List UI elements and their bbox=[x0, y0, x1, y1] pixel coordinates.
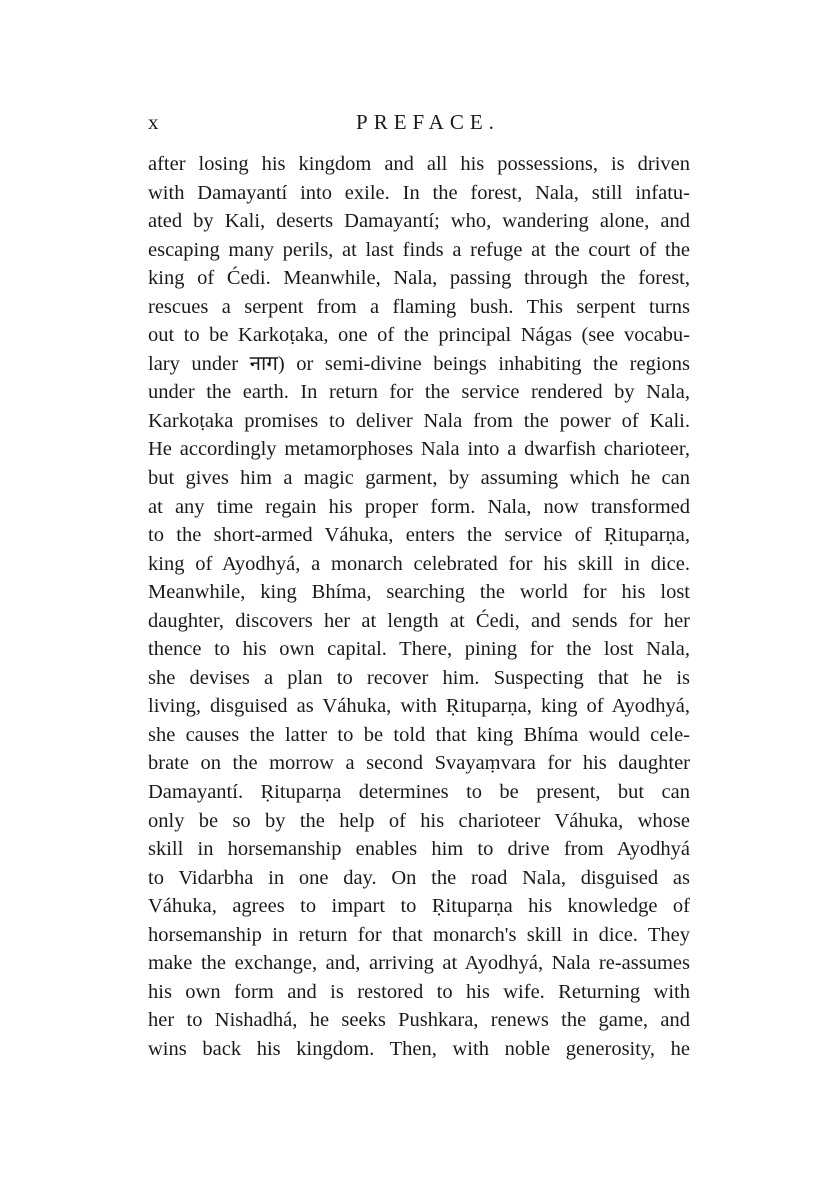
text-line: Meanwhile, king Bhíma, searching the world for his lost bbox=[148, 581, 690, 604]
text-line: Váhuka, agrees to impart to Ṛituparṇa his knowledge of bbox=[148, 895, 690, 918]
text-line: escaping many perils, at last finds a refuge at the court of the bbox=[148, 238, 690, 261]
text-line: out to be Karkoṭaka, one of the principal Nágas (see vocabu- bbox=[148, 324, 690, 347]
text-line: ated by Kali, deserts Damayantí; who, wandering alone, and bbox=[148, 210, 690, 233]
running-title: PREFACE. bbox=[356, 110, 500, 134]
text-line: skill in horsemanship enables him to drive from Ayodhyá bbox=[148, 838, 690, 861]
text-line: wins back his kingdom. Then, with noble generosity, he bbox=[148, 1037, 690, 1060]
text-line: his own form and is restored to his wife. Returning with bbox=[148, 980, 690, 1003]
page-number: x bbox=[148, 110, 159, 134]
text-line: after losing his kingdom and all his possessions, is driven bbox=[148, 153, 690, 175]
text-line: king of Ayodhyá, a monarch celebrated for his skill in dice. bbox=[148, 552, 690, 575]
text-line: living, disguised as Váhuka, with Ṛituparṇa, king of Ayodhyá, bbox=[148, 695, 690, 718]
text-line: make the exchange, and, arriving at Ayodhyá, Nala re-assumes bbox=[148, 952, 690, 975]
text-line: He accordingly metamorphoses Nala into a dwarfish charioteer, bbox=[148, 438, 690, 461]
text-line: but gives him a magic garment, by assuming which he can bbox=[148, 467, 690, 490]
text-line: her to Nishadhá, he seeks Pushkara, renews the game, and bbox=[148, 1009, 690, 1032]
text-line: with Damayantí into exile. In the forest, Nala, still infatu- bbox=[148, 181, 690, 204]
text-line: Karkoṭaka promises to deliver Nala from the power of Kali. bbox=[148, 409, 690, 432]
text-line: thence to his own capital. There, pining for the lost Nala, bbox=[148, 638, 690, 661]
text-line: king of Ćedi. Meanwhile, Nala, passing through the forest, bbox=[148, 267, 690, 290]
text-line: brate on the morrow a second Svayaṃvara for his daughter bbox=[148, 752, 690, 775]
text-line: only be so by the help of his charioteer Váhuka, whose bbox=[148, 809, 690, 832]
text-line: she devises a plan to recover him. Suspecting that he is bbox=[148, 666, 690, 689]
text-line: under the earth. In return for the service rendered by Nala, bbox=[148, 381, 690, 404]
text-line: rescues a serpent from a flaming bush. This serpent turns bbox=[148, 295, 690, 318]
text-line: Damayantí. Ṛituparṇa determines to be present, but can bbox=[148, 781, 690, 804]
text-line: she causes the latter to be told that king Bhíma would cele- bbox=[148, 723, 690, 746]
running-head bbox=[148, 108, 690, 136]
text-line: to Vidarbha in one day. On the road Nala, disguised as bbox=[148, 866, 690, 889]
text-line: lary under नाग) or semi-divine beings inhabiting the regions bbox=[148, 352, 690, 375]
text-line: horsemanship in return for that monarch's skill in dice. They bbox=[148, 923, 690, 946]
text-line: daughter, discovers her at length at Ćedi, and sends for her bbox=[148, 609, 690, 632]
text-line: at any time regain his proper form. Nala, now transformed bbox=[148, 495, 690, 518]
body-text bbox=[148, 150, 690, 1064]
text-line: to the short-armed Váhuka, enters the service of Ṛituparṇa, bbox=[148, 524, 690, 547]
